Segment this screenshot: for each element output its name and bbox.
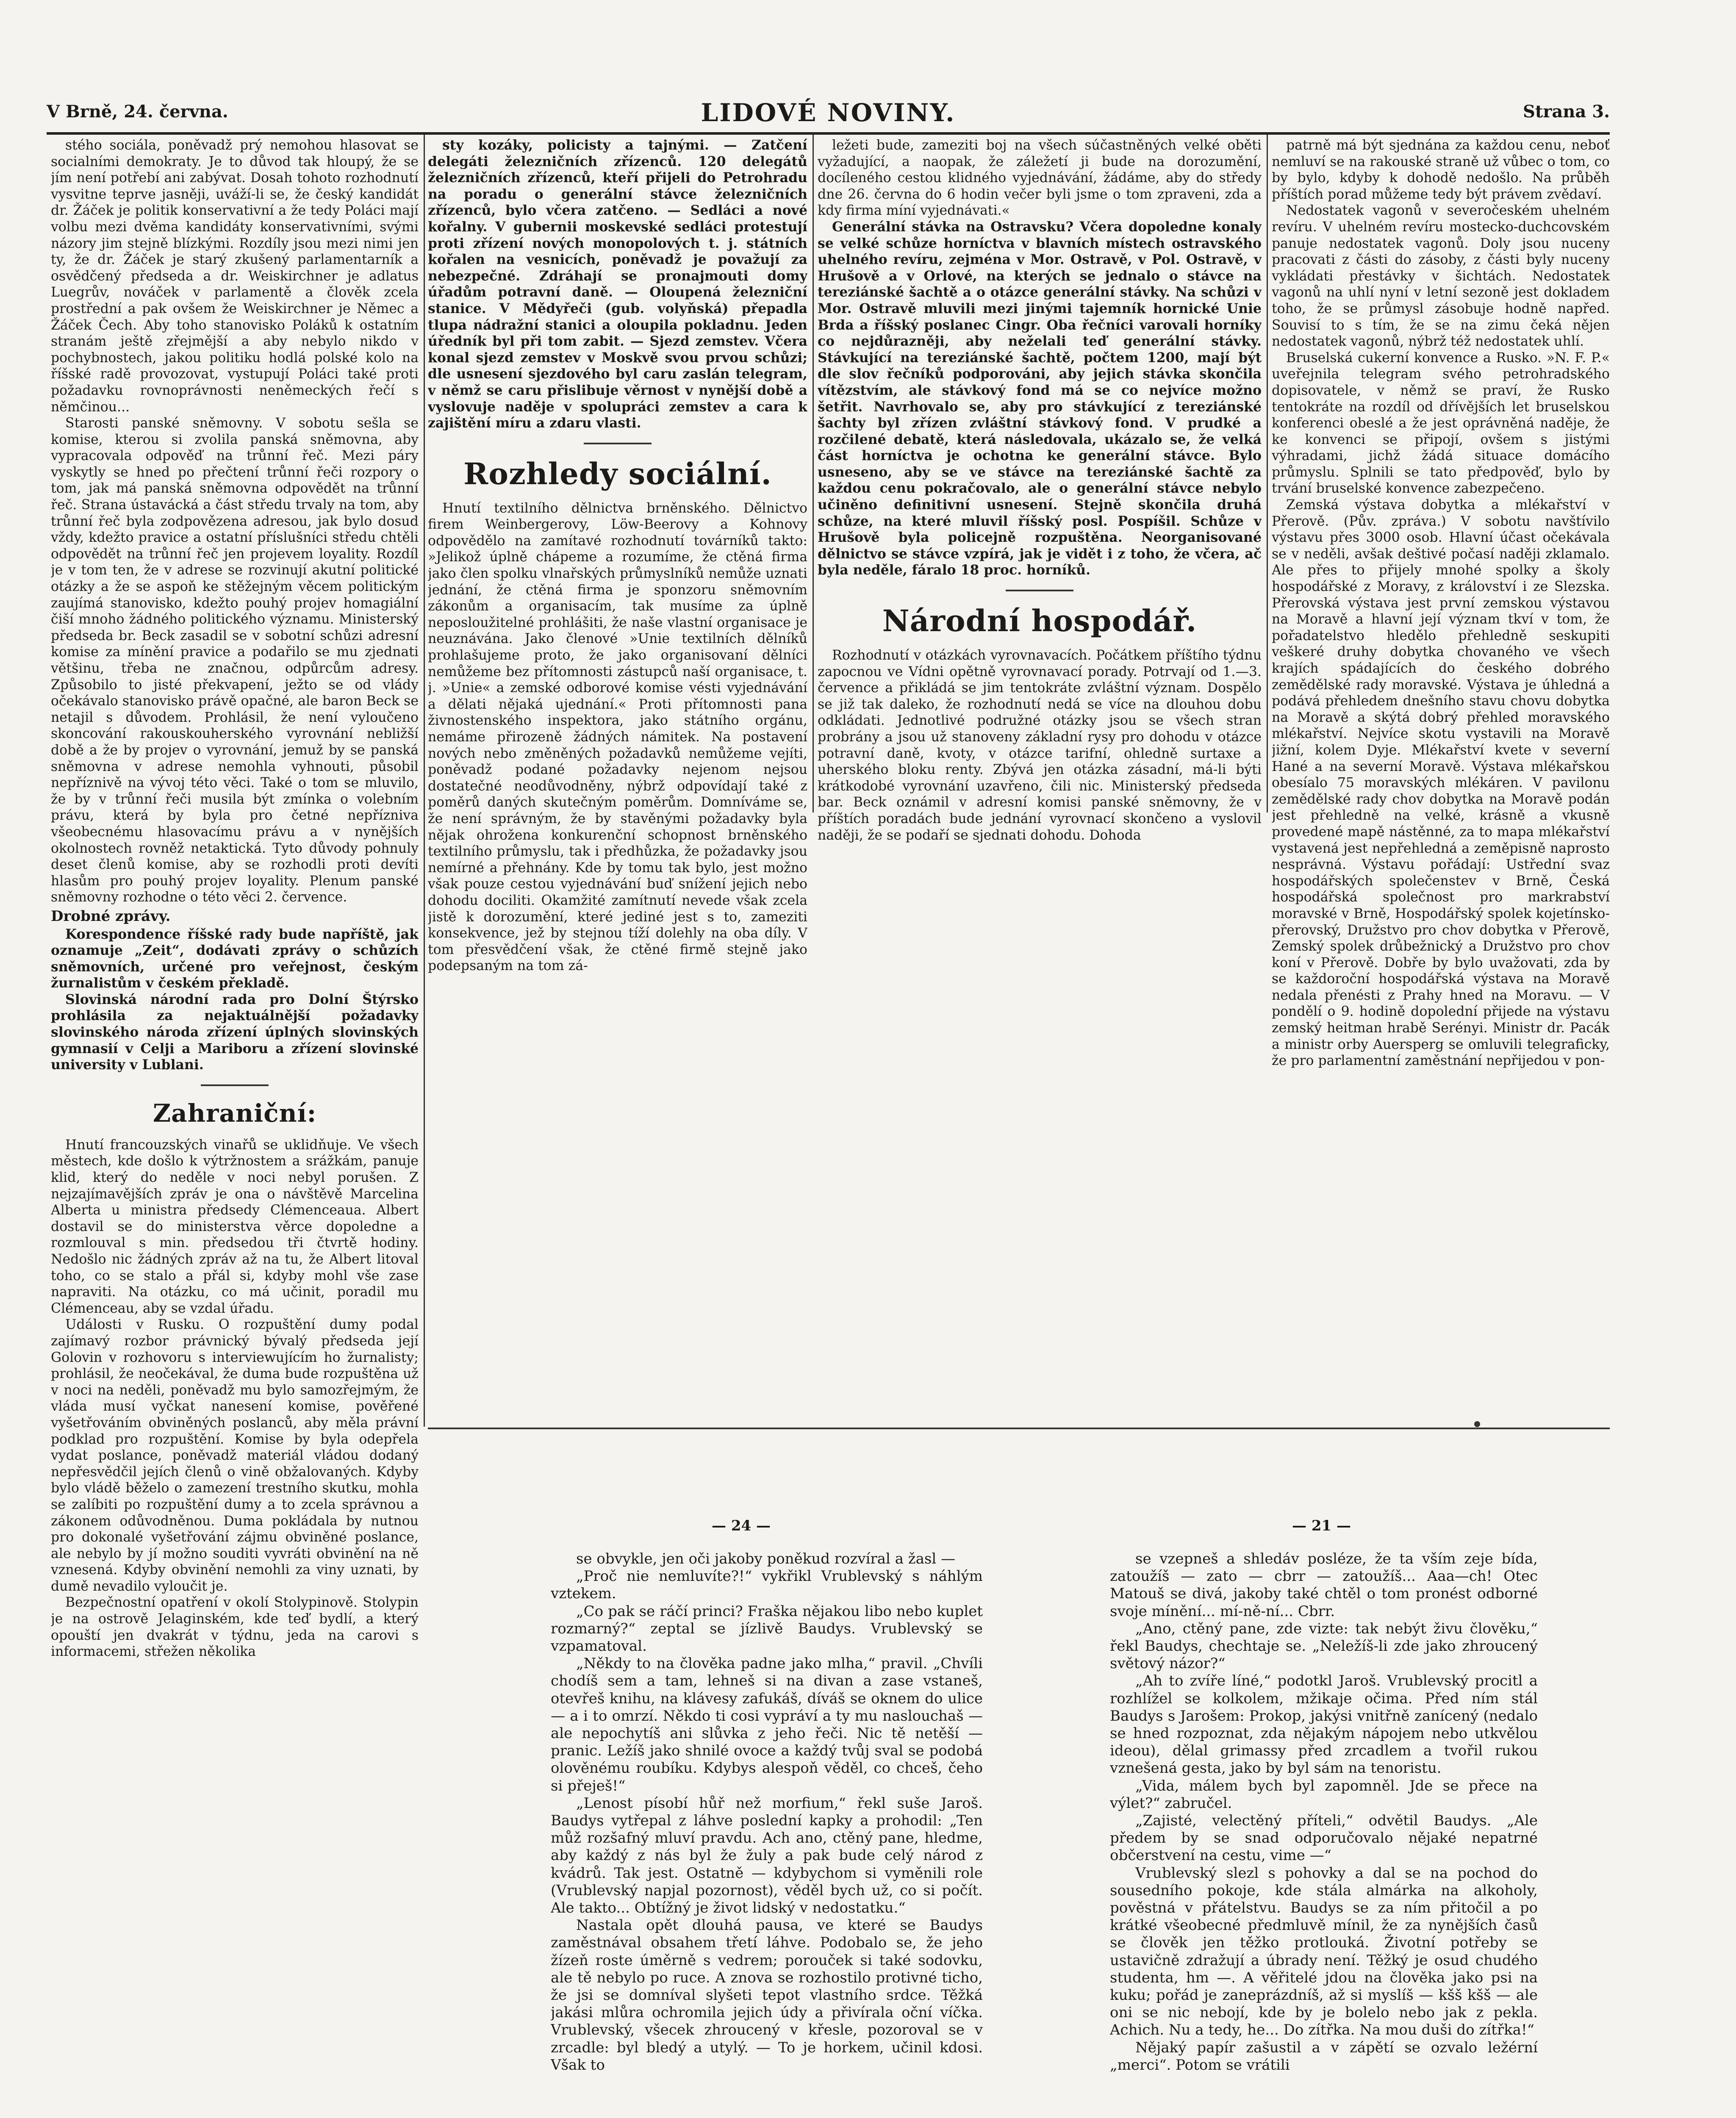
narodni-hospodar-heading: Národní hospodář. (882, 603, 1197, 639)
column-1 (51, 137, 419, 2118)
section-divider (201, 1084, 269, 1086)
article-text: ležeti bude, zameziti boj na všech súčastněných velké oběti vyžadující, a naopak, že záležetí ji bude na dorozumění, docíleného cestou klidného vyjednávání, žádáme, aby do středy dne 26. června do 6 hodin večer byli jsme o tom zpraveni, zda a kdy firma míní vyjednávati.« (818, 138, 1262, 219)
novel-paragraph: „Zajisté, velectěný příteli,“ odvětil Baudys. „Ale předem by se snad odporučovalo nějaké nepatrné občerstvení na cestu, vime —“ (1110, 1812, 1538, 1864)
article-text: patrně má být sjednána za každou cenu, neboť nemluví se na rakouské straně už vůbec o tom, co by bylo, kdyby k dohodě nedošlo. Na průběh příštích porad můžeme tedy být právem zvědaví. (1272, 138, 1610, 202)
column-2 (428, 137, 807, 1425)
novel-paragraph: se obvykle, jen oči jakoby poněkud rozvíral a žasl — (576, 1550, 956, 1567)
zahranicni-heading: Zahraniční: (153, 1098, 317, 1128)
article-text: stého sociála, poněvadž prý nemohou hlasovat se socialními demokraty. Je to důvod tak hloupý, že se jím není potřebí ani zabývat. Dosah tohoto rozhodnutí vysvitne teprve jasněji, uváží-li se, že český kandidát dr. Žáček je politik konservativní a že tedy Poláci mají volbu mezi dvěma kandidáty konservativními, svými názory jim stejně blízkými. Rozdíly jsou mezi nimi jen ty, že dr. Žáček je starý zkušený parlamentarník a osvědčený předseda a dr. Weiskirchner je adlatus Luegrův, nováček v parlamentě a člověk zcela prostřední a pak ovšem že Weiskirchner je Němec a Žáček Čech. Aby toho stanovisko Poláků k ostatním stranám ještě zřejmější a aby nebylo nikdo v pochybnostech, jakou politiku hodlá polské kolo na říšské radě provozovat, vystupují Poláci také proti požadavku rovnoprávnosti neněmeckých řečí s němčinou... (51, 138, 419, 415)
column-rule (1267, 135, 1268, 812)
article-text: Bezpečnostní opatření v okolí Stolypinově. Stolypin je na ostrově Jelaginském, kde teď bydlí, a který opouští jen dvakrát v týdnu, jeda na carovi s informacemi, střežen několika (51, 1595, 419, 1660)
masthead-title: LIDOVÉ NOVINY. (701, 98, 956, 127)
feuilleton-page-number-right: — 21 — (1292, 1517, 1351, 1534)
section-divider (584, 443, 652, 444)
article-text: Rozhodnutí v otázkách vyrovnavacích. Počátkem příštího týdnu zapocnou ve Vídni opětně vyrovnavací porady. Potrvají od 1.—3. července a přikládá se jim tentokráte zvláštní význam. Dospělo se již tak daleko, že rozhodnutí nedá se více na dlouhou dobu odkládati. Jednotlivé podružné otázky jsou se všech stran probrány a jsou už stanoveny základní rysy pro dohodu v otázce potravní daně, kvoty, v otázce tarifní, ohledně surtaxe a uherského bloku renty. Zbývá jen otázka zásadní, má-li býti krátkodobé vyrovnání uzavřeno, čili nic. Ministerský předseda bar. Beck oznámil v adresní komisi panské sněmovny, že v příštích poradách bude jednání vyrovnací skončeno a vyslovil naději, že se podaří se sjednati dohodu. Dohoda (818, 648, 1262, 843)
header-date: V Brně, 24. června. (47, 102, 228, 122)
section-divider (1006, 590, 1073, 591)
article-text: Zemská výstava dobytka a mlékařství v Přerově. (Pův. zpráva.) V sobotu navštívilo výstavu přes 3000 osob. Hlavní účast očekávala se v neděli, avšak deštivé počasí naději zklamalo. Ale přes to přijely mnohé spolky a školy hospodářské z Moravy, z království i ze Slezska. Přerovská výstava jest první zemskou výstavou na Moravě a hlavní její význam tkví v tom, že pořadatelstvo hledělo přehledně seskupiti veškeré druhy dobytka chovaného ve všech krajích spádajících do českého dobrého zemědělské rady moravské. Výstava je úhledná a podává přehledem dnešního stavu chovu dobytka na Moravě a skýtá dobrý přehled moravského mlékařství. Nejvíce skotu vystavili na Moravě jižní, kolem Dyje. Mlékařství kvete v severní Hané a na severní Moravě. Výstava mlékařskou obesíalo 75 moravských mlékáren. V pavilonu zemědělské rady chov dobytka na Moravě podán jest přehledně na velké, krásně a vkusně provedené mapě nástěnné, za to mapa mlékařství vystavená jest nepřehledná a zeměpisně naprosto nesprávná. Výstavu pořádají: Ustřední svaz hospodářských společenstev v Brně, Česká hospodářská společnost pro markrabství moravské v Brně, Hospodářský spolek kojetínsko-přerovský, Družstvo pro chov dobytka v Přerově, Zemský spolek drůbežnický a Družstvo pro chov koní v Přerově. Dobře by bylo uvažovati, zda by se každoroční hospodářská výstava na Moravě nedala přenésti z Prahy hned na Moravu. — V pondělí o 9. hodině dopolední přijede na výstavu zemský heitman hrabě Serényi. Ministr dr. Pacák a ministr orby Auersperg se omluvili telegraficky, že pro parlamentní zaměstnání nepřijedou v pon- (1272, 497, 1610, 1069)
novel-paragraph: „Vida, málem bych byl zapomněl. Jde se přece na výlet?“ zabručel. (1110, 1777, 1538, 1812)
novel-paragraph: Vrublevský slezl s pohovky a dal se na pochod do sousedního pokoje, kde stála almárka na alkoholy, pověstná v přátelstvu. Baudys se za ním přitočil a po krátké všeobecné předmluvě mínil, že za nynějších časů se člověk jen těžko protlouká. Životní potřeby se ustavičně zdražují a úbrady není. Těžký je osud chudého studenta, hm —. A věřitelé jdou na člověka jako psi na kuku; pořád je zaneprázdníš, až si myslíš — kšš kšš — ale oni se nic nebojí, kde by je bolelo nebo jak z pekla. Achich. Nu a tedy, he... Do zítřka. Na mou duši do zítřka!“ (1110, 1864, 1538, 2039)
header-page-number: Strana 3. (1522, 102, 1610, 122)
article-text: Bruselská cukerní konvence a Rusko. »N. F. P.« uveřejnila telegram svého petrohradského dopisovatele, v němž se praví, že Rusko tentokráte na rozdíl od dřívějších let bruselskou konferenci obeslé a že jest oprávněná naděje, že ke konvenci se připojí, ovšem s jistými výhradami, jichž žádá situace domácího průmyslu. Splnili se tato předpověď, bylo by trvání bruselské konvence zabezpečeno. (1272, 350, 1610, 496)
article-text: Korespondence říšské rady bude napříště, jak oznamuje „Zeit“, dodávati zprávy o schůzích sněmovních, určené pro veřejnost, českým žurnalistům v českém překladě. (51, 926, 419, 991)
feuilleton-page-number-left: — 24 — (712, 1517, 771, 1534)
novel-paragraph: „Někdy to na člověka padne jako mlha,“ pravil. „Chvíli chodíš sem a tam, lehneš si na divan a zase vstaneš, otevřeš knihu, na klávesy zafukáš, díváš se oknem do ulice — a i to omrzí. Někdo ti cosi vypráví a ty mu naslouchaš — ale nepochytíš ani slůvka z jeho řeči. Nic tě netěší — pranic. Ležíš jako shnilé ovoce a každý tvůj sval se podobá olověnému roubíku. Kdybys alespoň věděl, co chceš, čeho si přeješ!“ (551, 1655, 983, 1794)
novel-paragraph: se vzepneš a shledáv posléze, že ta vším zeje bída, zatoužíš — zato — cbrr — zatoužíš... Aaa—ch! Otec Matouš se divá, jakoby také chtěl o tom pronést odborné svoje mínění... mí-ně-ní... Cbrr. (1110, 1550, 1538, 1620)
feuilleton-rule (428, 1428, 1610, 1429)
novel-paragraph: „Co pak se ráčí princi? Fraška nějakou libo nebo kuplet rozmarný?“ zeptal se jízlivě Baudys. Vrublevský se vzpamatoval. (551, 1602, 983, 1655)
novel-paragraph: „Lenost písobí hůř než morfium,“ řekl suše Jaroš. Baudys vytřepal z láhve poslední kapky a prohodil: „Ten můž rozšafný mluví pravdu. Ach ano, ctěný pane, hledme, aby každý z nás byl že žuly a pak bude celý národ z kvádrů. Tak jest. Ostatně — kdybychom si vyměnili role (Vrublevský napjal pozornost), věděl bych už, co si počít. Ale takto... Obtížný je život lidský v nedostatku.“ (551, 1794, 983, 1917)
article-text: Starosti panské sněmovny. V sobotu sešla se komise, kterou si zvolila panská sněmovna, aby vypracovala odpověď na trůnní řeč. Mezi páry vyskytly se hned po přečtení trůnní řeči rozpory o tom, jak má panská sněmovna odpovědět na trůnní řeč. Strana ústavácká a část středu trvaly na tom, aby trůnní řeč byla zodpovězena adresou, jak bylo dosud vždy, kdežto pravice a ostatní příslušníci středu chtěli odpovědět na trůnní řeč jen projevem loyality. Rozdíl je v tom ten, že v adrese se rozvinují akutní politické otázky a že se aspoň ke stěžejným věcem politickým zaujímá stanovisko, kdežto pouhý projev homagiální čiší mnoho žádného politického významu. Ministerský předseda br. Beck zasadil se v sobotní schůzi adresní komise za mínění pravice a podařilo se mu zjednati většinu, třeba ne značnou, odpůrcům adresy. Způsobilo to jisté překvapení, ježto se od vlády očekávalo stanovisko právě opačné, ale baron Beck se netajil s důvodem. Prohlásil, že není vyloučeno skoncování rakouskouherského vyrovnání nebližší době a že by projev o vyrovnání, jemuž by se panská sněmovna v adrese nemohla vyhnouti, působil nepříznivě na vývoj této věci. Také o tom se mluvilo, že by v trůnní řeči musila být zmínka o volebním právu, která by byla pro četné nepřízniva všeobecnému hlasovacímu právu a v nynějších okolnostech rovněž netaktická. Tyto důvody pohnuly deset členů komise, aby se rozhodli proti devíti hlasům pro pouhý projev loyality. Plenum panské sněmovny rozhodne o této věci 2. července. (51, 416, 419, 905)
feuilleton-left (551, 1550, 983, 2118)
article-text: Nedostatek vagonů v severočeském uhelném revíru. V uhelném revíru mostecko-duchcovském panuje nedostatek vagonů. Doly jsou nuceny pracovati z části do zásoby, z části byly nuceny vykládati přestávky v šichtách. Nedostatek vagonů na uhlí nyní v letní sezoně jest dokladem toho, že se průmysl zásobuje hodně napřed. Souvisí to s tím, že se na zimu čeká nějen nedostatek vagonů, nýbrž též nedostatek uhlí. (1272, 203, 1610, 349)
page-header (47, 98, 1610, 129)
rozhledy-socialni-heading: Rozhledy sociální. (463, 456, 772, 491)
novel-paragraph: Nastala opět dlouhá pausa, ve které se Baudys zaměstnával obsahem třetí láhve. Podobalo se, že jeho žízeň roste úměrně s vedrem; porouček si také sodovku, ale tě nebylo po ruce. A znova se rozhostilo protivné ticho, že jsi se domníval slyšeti tepot vlastního srdce. Těžká jakási mlůra ochromila jejich údy a přivírala oční víčka. Vrublevský, všecek zhroucený v křesle, pozoroval se v zrcadle: byl bledý a utylý. — To je horkem, učinil kdosi. Však to (551, 1917, 983, 2074)
column-rule (424, 135, 425, 1427)
ink-spot (1474, 1421, 1480, 1427)
article-text: Události v Rusku. O rozpuštění dumy podal zajímavý rozbor právnický bývalý předseda její Golovin v rozhovoru s interviewujícím ho žurnalisty; prohlásil, že neočekával, že duma bude rozpuštěna už v noci na neděli, poněvadž mu bylo samozřejmým, že vláda musí vyčkat nanesení komise, pověřené vyšetřováním obviněných poslanců, aby měla právní podklad pro rozpuštění. Komise by byla odepřela vydat poslance, poněvadž materiál vládou dodaný nepřesvědčil jejích členů o vině obžalovaných. Kdyby bylo vládě běželo o zamezení trestního skutku, mohla se zalíbiti po rozpuštění dumy a to zcela správnou a zákonem odůvodněnou. Duma pokládala by nutnou pro dokonalé vyšetřování zájmu obviněné poslance, ale nebylo by jí možno souditi vyvráti obvinění na ně vznesená. Kdyby obvinění nemohli za viny uznati, by dumě nevadilo vyloučit je. (51, 1317, 419, 1594)
article-text: Slovinská národní rada pro Dolní Štýrsko prohlásila za nejaktuálnější požadavky slovinského národa zřízení úplných slovinských gymnasií v Celji a Mariboru a zřízení slovinské university v Lublani. (51, 991, 419, 1073)
novel-paragraph: Nějaký papír zašustil a v zápětí se ozvalo ležérní „merci“. Potom se vrátili (1110, 2039, 1538, 2074)
article-text: Hnutí textilního dělnictva brněnského. Dělnictvo firem Weinbergerovy, Löw-Beerovy a Kohnovy odpovědělo na zamítavé rozhodnutí továrníků takto: »Jelikož úplně chápeme a rozumíme, že ctěná firma jako člen spolku vlnařských průmyslníků nemůže uznati jednání, že ctěná firma je sponzoru sněmovním zákonům a organisacím, tak musíme za úplně neposloužitelné prohlášiti, že naše vlastní organisace je neuznávána. Jako členové »Unie textilních dělníků prohlašujeme proto, že jako organisovaní dělníci nemůžeme bez přítomnosti zástupců naší organisace, t. j. »Unie« a zemské odborové komise vésti vyjednávání a dělati nějaká ujednání.« Proti přítomnosti pana živnostenského inspektora, jako státního orgánu, nemáme přirozeně žádných námitek. Na postavení nových nebo změněných požadavků nemůžeme vejíti, poněvadž podané požadavky nejenom nejsou dostatečné neodůvodněny, nýbrž odpovídají také z poměrů daných skutečným poměrům. Domníváme se, že není správným, že by stavěnými požadavky byla nějak ohrožena konkurenční schopnost brněnského textilního průmyslu, tak i předhůzka, že požadavky jsou nemírné a přehnány. Kde by tomu tak bylo, jest možno však pouze cestou vyjednávání buď snížení jejich nebo dohodu dociliti. Okamžité zamítnutí nevede však zcela jistě k dorozumění, které jediné jest s to, zameziti konsekvence, jež by stejnou tíží dolehly na oba díly. V tom přesvědčení však, že ctěné firmě stejně jako podepsaným na tom zá- (428, 500, 807, 974)
feuilleton-right (1110, 1550, 1538, 2118)
novel-paragraph: „Ah to zvíře líné,“ podotkl Jaroš. Vrublevský procitl a rozhlížel se kolkolem, mžikaje očima. Před ním stál Baudys s Jarošem: Prokop, jakýsi vnitřně zanícený (nedalo se hned rozpoznat, zda nějakým nápojem nebo utkvělou ideou), dělal grimassy před zrcadlem a tvořil rukou vznešená gesta, jako by byl sám na tenoristu. (1110, 1672, 1538, 1777)
article-text: Generální stávka na Ostravsku? Včera dopoledne konaly se velké schůze horníctva v blavních místech ostravského uhelného revíru, zejména v Mor. Ostravě, v Pol. Ostravě, v Hrušově a v Orlové, na kterých se jednalo o stávce na tereziánské šachtě a o otázce generální stávky. Na schůzi v Mor. Ostravě mluvili mezi jinými tajemník hornické Unie Brda a říšský poslanec Cingr. Oba řečníci varovali horníky co nejdůrazněji, aby neželali teď generální stávky. Stávkující na tereziánské šachtě, počtem 1200, mají být dle slov řečníků podporováni, aby jejich stávka skončila vítězstvím, ale stávkový fond má se co nejvíce možno šetřit. Navrhovalo se, aby pro stávkující z tereziánské šachty byl zřízen zvláštní stávkový fond. V prudké a rozčilené debatě, která následovala, ukázalo se, že velká část horníctva je ochotna ke generální stávce. Bylo usneseno, aby se ve stávce na tereziánské šachtě za každou cenu pokračovalo, ale o generální stávce nebylo učiněno definitivní usnesení. Stejně skončila druhá schůze, na které mluvil říšský posl. Pospíšil. Schůze v Hrušově byla policejně rozpuštěna. Neorganisované dělnictvo se stávce vzpírá, jak je vidět i z toho, že včera, ač byla neděle, fáralo 18 proc. horníků. (818, 219, 1262, 578)
novel-paragraph: „Ano, ctěný pane, zde vizte: tak nebýt živu člověku,“ řekl Baudys, chechtaje se. „Neležíš-li zde jako zhroucený světový názor?“ (1110, 1620, 1538, 1672)
header-rule (47, 132, 1610, 135)
novel-paragraph: „Proč nie nemluvíte?!“ vykřikl Vrublevský s náhlým vztekem. (551, 1568, 983, 1602)
column-4 (1272, 137, 1610, 1425)
column-rule (813, 135, 814, 812)
drobne-zpravy-heading: Drobné zprávy. (51, 907, 171, 925)
article-text: sty kozáky, policisty a tajnými. — Zatčení delegáti železničních zřízenců. 120 delegátů železničních zřízenců, kteří přijeli do Petrohradu na poradu o generální stávce železničních zřízenců, bylo včera zatčeno. — Sedláci a nové kořalny. V gubernii moskevské sedláci protestují proti zřízení nových monopolových t. j. státních kořalen na vesnicích, poněvadž je považují za nebezpečné. Zdráhají se pronajmouti domy úřadům potravní daně. — Oloupená železniční stanice. V Mědyřeči (gub. volyňská) přepadla tlupa nádražní stanici a oloupila pokladnu. Jeden úředník byl při tom zabit. — Sjezd zemstev. Včera konal sjezd zemstev v Moskvě svou prvou schůzi; dle usnesení sjezdového byl caru zaslán telegram, v němž se caru přislibuje věrnost v nynější době a vyslovuje naděje v spolupráci zemstev a cara k zajištění míru a zdaru vlasti. (428, 137, 807, 431)
article-text: Hnutí francouzských vinařů se uklidňuje. Ve všech městech, kde došlo k výtržnostem a srážkám, panuje klid, který do neděle v noci nebyl porušen. Z nejzajímavějších zpráv je ona o návštěvě Marcelina Alberta u ministra předsedy Clémenceaua. Albert dostavil se do ministerstva věrce dopoledne a rozmlouval s min. předsedou tři čtvrtě hodiny. Nedošlo nic žádných zpráv až na tu, že Albert litoval toho, co se stalo a přál si, kdyby mohl vše zase napraviti. Na otázku, co má učinit, poradil mu Clémenceau, aby se vzdal úřadu. (51, 1137, 419, 1316)
column-3 (818, 137, 1262, 1425)
